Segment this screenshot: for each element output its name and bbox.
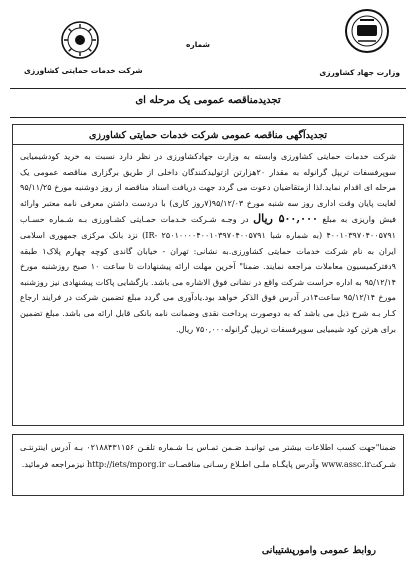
- notice-title: تجدیدآگهی مناقصه عمومی شرکت خدمات حمایتی کشاورزی: [88, 130, 328, 141]
- deposit-amount: ۵۰۰,۰۰۰ ریال: [253, 212, 318, 226]
- top-rule: [10, 88, 406, 89]
- page-title: تجدیدمناقصه عمومی یک مرحله ای: [135, 95, 281, 106]
- letter-number-label: شماره: [186, 40, 210, 49]
- notice-body: [20, 149, 396, 337]
- ministry-name: وزارت جهاد کشاورزی: [319, 68, 400, 77]
- contact-box: [12, 434, 404, 496]
- jihad-agriculture-logo-icon: [344, 8, 390, 54]
- contact-text: ضمنا"جهت کسب اطلاعات بیشتر می توانیـد ضـمن تمـاس بـا شـماره تلفـن ۰۲۱۸۸۴۳۱۱۵۶ بـه آدرس اینترنتـی شـرکتwww.assc.ir وآدرس پایگـاه ملـی اطـلاع رسـانی مناقصـات http://iets/mporg.ir نیزمراجعه فرمائید.: [20, 442, 396, 469]
- company-emblem-icon: [60, 20, 100, 60]
- notice-body-part1: شرکت خدمات حمایتی کشاورزی وابسته به وزارت جهادکشاورزی در نظر دارد نسبت به خرید کودشیمیایی سوپرفسفات تریپل گرانوله به مقدار ۲۰هزارتن ازتولیدکنندگان داخلی از طریق برگزاری مناقصه عمومی یک مرحله ای اقدام نماید.لذا ازمتقاضیان دعوت می گردد جهت دریافت اسناد مناقصه از روز دوشنبه مورخ ۹۵/۱۱/۲۵ لغایت پایان وقت اداری روز سه شنبه مورخ ۹۵/۱۲/۰۳(۷روز کاری) با دردست داشتن معرفی نامه معتبر وارائه فیش واریزی به مبلغ: [20, 151, 397, 225]
- notice-body-part2: در وجـه شـرکت خـدمات حمـایتی کشـاورزی بـه شـماره حسـاب ۴۰۰۱۰۳۹۷۰۴۰۰۵۷۹۱ (به شماره شبا IR- ۲۵۰۱۰۰۰۰۴۰۰۱۰۳۹۷۰۴۰۰۵۷۹۱) نزد بانک مرکزی جمهوری اسلامی ایران به نام شرکت خدمات حمایتی کشاورزی.به نشانی: تهران - خیابان گاندی کوچه چهارم پلاک۱ طبقه ۹دفترکمیسیون معاملات مراجعه نمایند. ضمنا" آخرین مهلت ارائه پیشنهادات تا ساعت ۱۰ صبح روزشنبه مورخ ۹۵/۱۲/۱۴ به اداره حراست شرکت واقع در نشانی فوق الاشاره می باشد. بازگشایی پاکات پیشنهادی نیز روزشنبه مورخ ۹۵/۱۲/۱۴ ساعت۱۴در آدرس فوق الذکر خواهد بود.یادآوری می گردد مبلغ تضمین شرکت در فرایند ارجاع کـار بـه شرح ذیل می باشد که به دوصورت پرداخت نقدی وضمانت نامه بانکی قابل ارائه می باشد.: [20, 214, 397, 318]
- company-name: شرکت خدمات حمایتی کشاورزی: [24, 66, 143, 75]
- letterhead: [8, 6, 408, 84]
- notice-box: [12, 124, 404, 426]
- guarantee-amount-text: مبلغ تضمین برای هرتن کود شیمیایی سوپرفسفات تریپل گرانوله۷۵۰,۰۰۰ ریال.: [20, 307, 396, 334]
- title-rule: [10, 117, 406, 118]
- notice-divider: [13, 144, 403, 145]
- signature-department: روابط عمومی وامورپشتیبانی: [261, 545, 376, 556]
